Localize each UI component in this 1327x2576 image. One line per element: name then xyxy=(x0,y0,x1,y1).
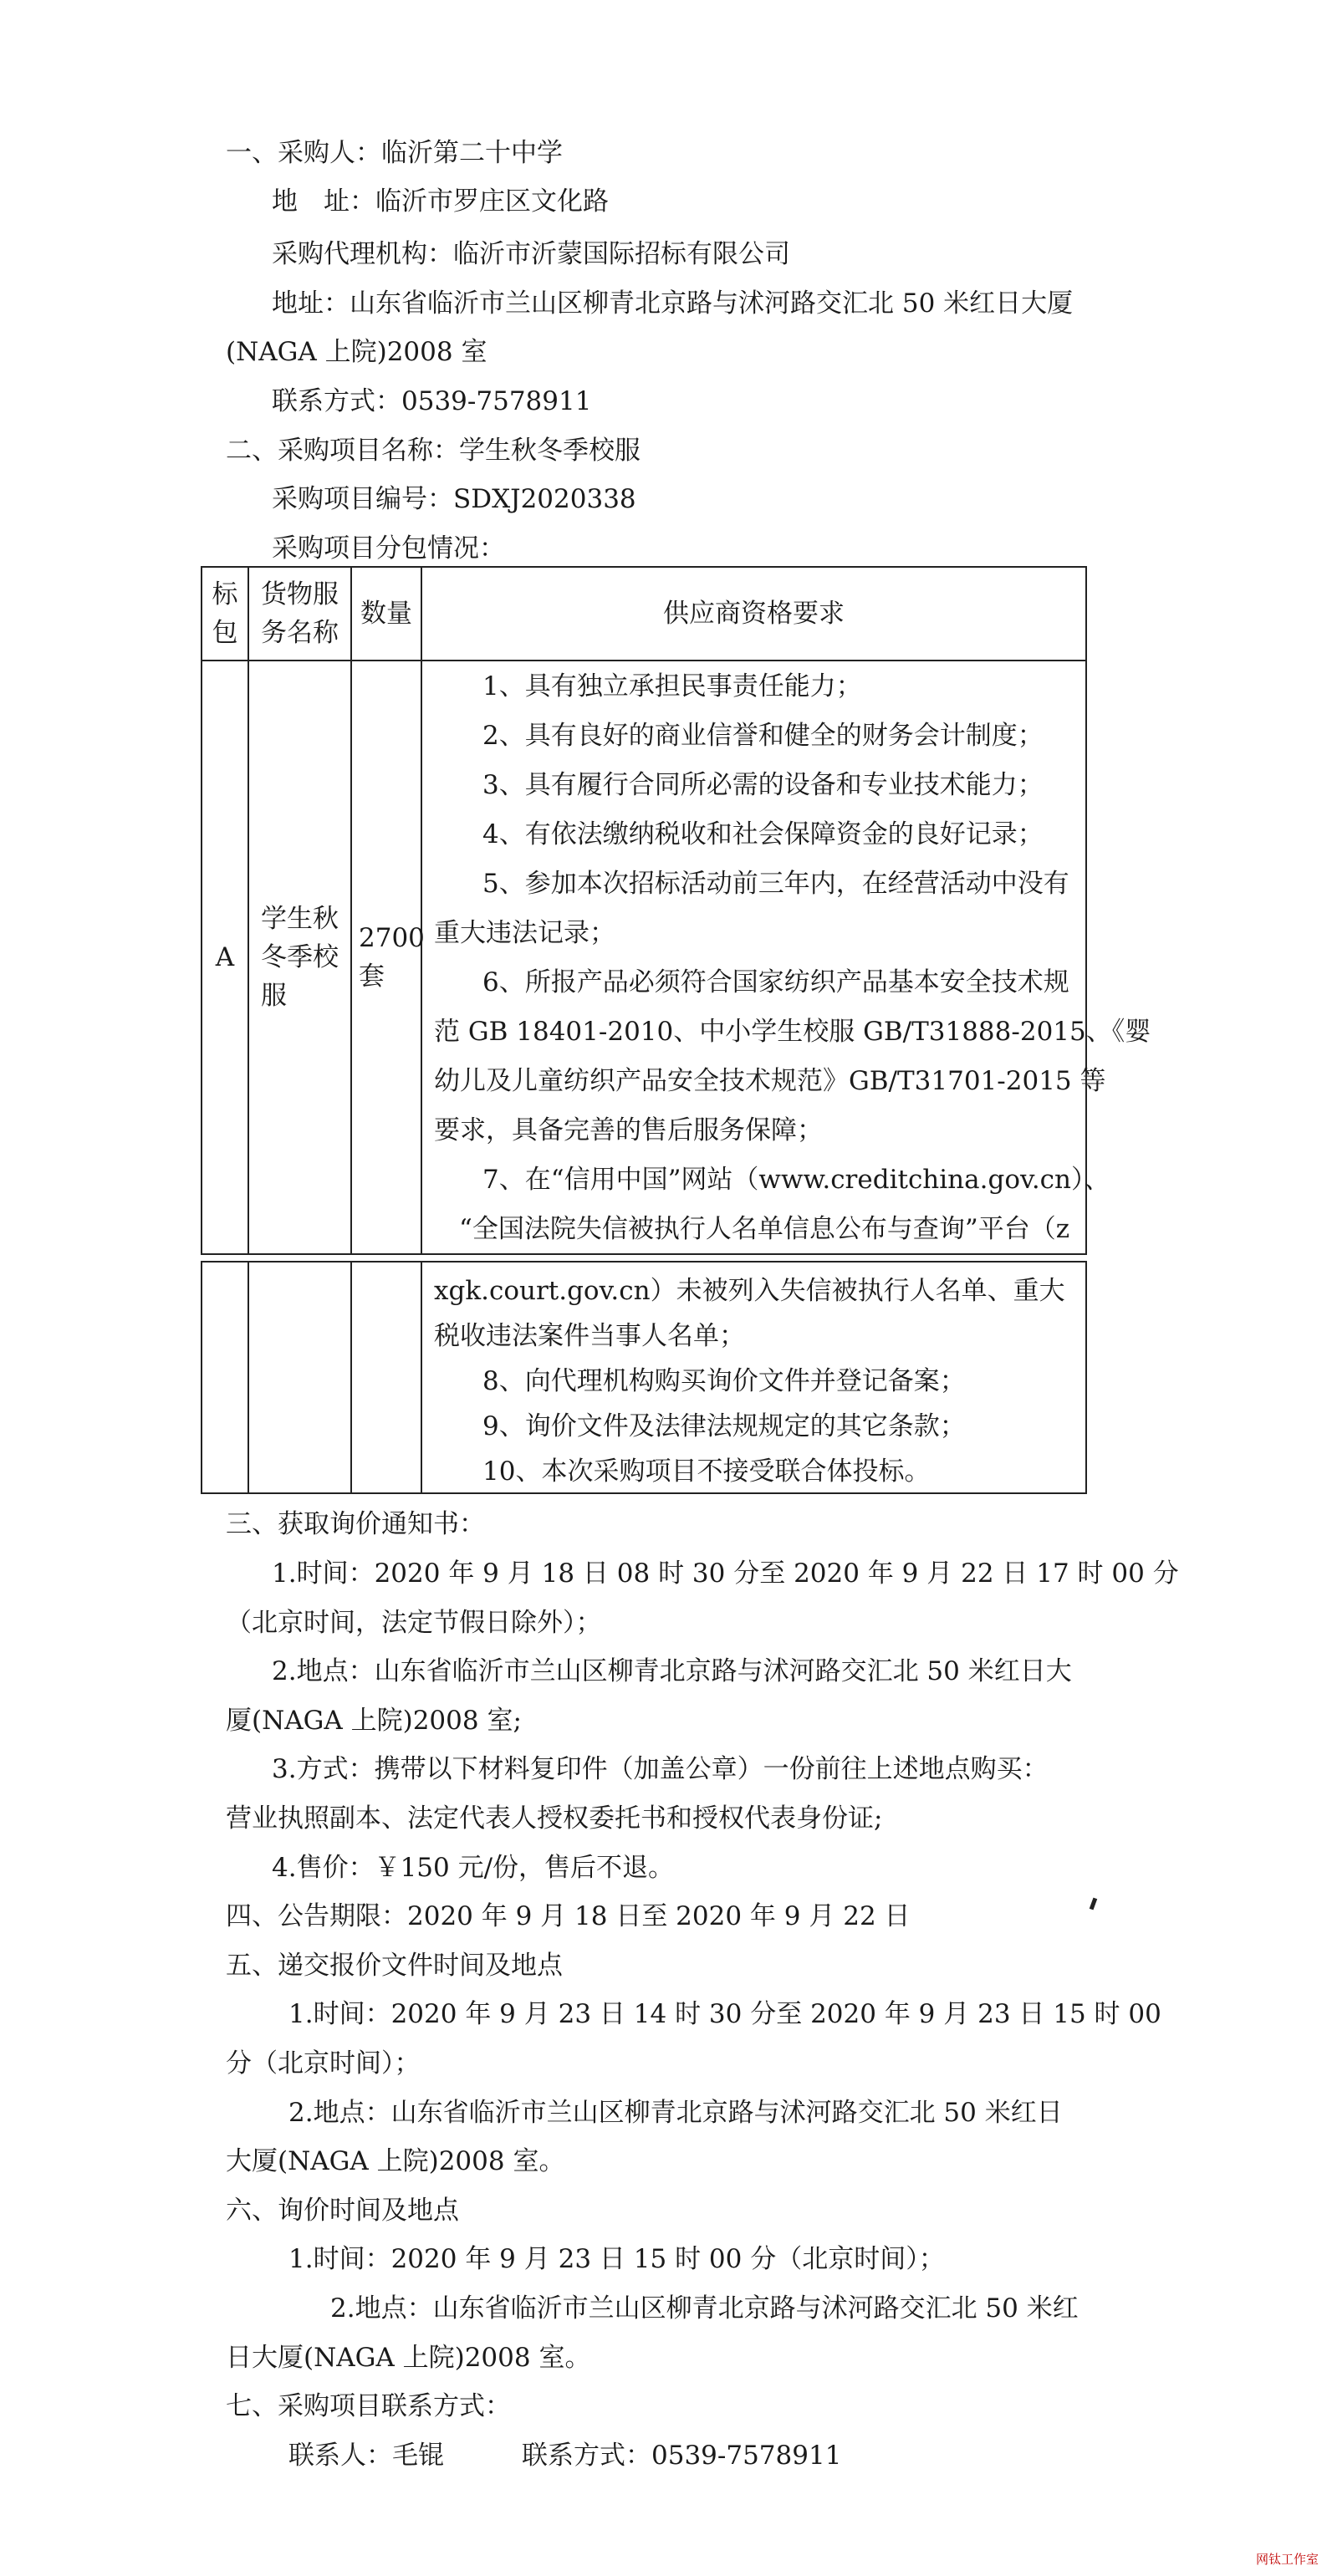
req-line: 9、询价文件及法律法规规定的其它条款； xyxy=(482,1411,966,1441)
req-line: 4、有依法缴纳税收和社会保障资金的良好记录； xyxy=(482,819,1044,849)
cell-empty xyxy=(351,1262,421,1493)
header-goods: 货物服务名称 xyxy=(248,567,351,661)
req-line: 3、具有履行合同所必需的设备和专业技术能力； xyxy=(482,770,1044,800)
obtain-method-1: 3.方式：携带以下材料复印件（加盖公章）一份前往上述地点购买： xyxy=(272,1754,1049,1784)
agency-line: 采购代理机构：临沂市沂蒙国际招标有限公司 xyxy=(272,239,790,269)
obtain-time-1: 1.时间：2020 年 9 月 18 日 08 时 30 分至 2020 年 9 月 22 日 17 时 00 分 xyxy=(272,1558,1179,1589)
section4-title: 四、公告期限：2020 年 9 月 18 日至 2020 年 9 月 22 日 xyxy=(226,1901,911,1931)
req-line: 7、在“信用中国”网站（www.creditchina.gov.cn）、 xyxy=(482,1165,1110,1195)
obtain-price: 4.售价：￥150 元/份，售后不退。 xyxy=(272,1853,675,1883)
inquiry-place-2: 日大厦(NAGA 上院)2008 室。 xyxy=(226,2343,591,2373)
req-line: 幼儿及儿童纺织产品安全技术规范》GB/T31701-2015 等 xyxy=(434,1066,1106,1096)
req-line: 8、向代理机构购买询价文件并登记备案； xyxy=(482,1366,966,1396)
agency-address-line-1: 地址：山东省临沂市兰山区柳青北京路与沭河路交汇北 50 米红日大厦 xyxy=(272,288,1074,319)
lots-table-part-1 xyxy=(201,566,1151,1255)
obtain-place-2: 厦(NAGA 上院)2008 室; xyxy=(226,1706,522,1736)
scan-mark xyxy=(1090,1898,1097,1910)
req-line: “全国法院失信被执行人名单信息公布与查询”平台（z xyxy=(459,1214,1070,1244)
cell-empty xyxy=(248,1262,351,1493)
submit-place-2: 大厦(NAGA 上院)2008 室。 xyxy=(226,2146,565,2176)
header-requirements: 供应商资格要求 xyxy=(421,567,1086,661)
contact-phone: 联系方式：0539-7578911 xyxy=(272,386,592,416)
inquiry-time: 1.时间：2020 年 9 月 23 日 15 时 00 分（北京时间）； xyxy=(288,2244,945,2274)
section7-title: 七、采购项目联系方式： xyxy=(226,2391,511,2421)
cell-empty xyxy=(202,1262,248,1493)
req-line: 2、具有良好的商业信誉和健全的财务会计制度； xyxy=(482,721,1044,751)
requirements-cell xyxy=(421,661,1151,1254)
obtain-place-1: 2.地点：山东省临沂市兰山区柳青北京路与沭河路交汇北 50 米红日大 xyxy=(272,1656,1072,1686)
project-contact: 联系人：毛锟 联系方式：0539-7578911 xyxy=(288,2441,842,2471)
project-number: 采购项目编号：SDXJ2020338 xyxy=(272,484,636,514)
header-lot: 标包 xyxy=(202,567,248,661)
submit-time-1: 1.时间：2020 年 9 月 23 日 14 时 30 分至 2020 年 9 月 23 日 15 时 00 xyxy=(288,1999,1161,2029)
lots-label: 采购项目分包情况： xyxy=(272,533,505,564)
purchaser-line: 一、采购人：临沂第二十中学 xyxy=(226,138,563,168)
obtain-time-2: （北京时间，法定节假日除外）； xyxy=(226,1608,602,1638)
requirements-cell-continued xyxy=(421,1262,1086,1493)
cell-goods: 学生秋冬季校服 xyxy=(248,661,351,1254)
req-line: 5、参加本次招标活动前三年内，在经营活动中没有 xyxy=(482,869,1069,899)
lots-table-part-2 xyxy=(201,1261,1087,1494)
req-line: 1、具有独立承担民事责任能力； xyxy=(482,671,862,701)
header-qty: 数量 xyxy=(351,567,421,661)
section5-title: 五、递交报价文件时间及地点 xyxy=(226,1951,563,1981)
cell-qty: 2700套 xyxy=(351,661,421,1254)
submit-time-2: 分（北京时间）； xyxy=(226,2048,421,2079)
req-line: 10、本次采购项目不接受联合体投标。 xyxy=(482,1456,931,1487)
submit-place-1: 2.地点：山东省临沂市兰山区柳青北京路与沭河路交汇北 50 米红日 xyxy=(288,2098,1063,2128)
req-line: 重大违法记录； xyxy=(434,918,615,948)
req-line: 税收违法案件当事人名单； xyxy=(434,1321,745,1351)
req-line: xgk.court.gov.cn）未被列入失信被执行人名单、重大 xyxy=(434,1276,1065,1306)
watermark-label: 网钛工作室 xyxy=(1255,2552,1319,2567)
req-line: 6、所报产品必须符合国家纺织产品基本安全技术规 xyxy=(482,967,1069,997)
obtain-method-2: 营业执照副本、法定代表人授权委托书和授权代表身份证; xyxy=(226,1803,883,1834)
project-name: 二、采购项目名称：学生秋冬季校服 xyxy=(226,436,641,466)
req-line: 要求，具备完善的售后服务保障； xyxy=(434,1115,823,1145)
purchaser-address: 地 址：临沂市罗庄区文化路 xyxy=(272,186,609,217)
section3-title: 三、获取询价通知书： xyxy=(226,1509,485,1539)
agency-address-line-2: (NAGA 上院)2008 室 xyxy=(226,337,487,367)
inquiry-place-1: 2.地点：山东省临沂市兰山区柳青北京路与沭河路交汇北 50 米红 xyxy=(330,2293,1079,2324)
req-line: 范 GB 18401-2010、中小学生校服 GB/T31888-2015、《婴 xyxy=(434,1017,1151,1047)
section6-title: 六、询价时间及地点 xyxy=(226,2196,459,2226)
cell-lot: A xyxy=(202,661,248,1254)
